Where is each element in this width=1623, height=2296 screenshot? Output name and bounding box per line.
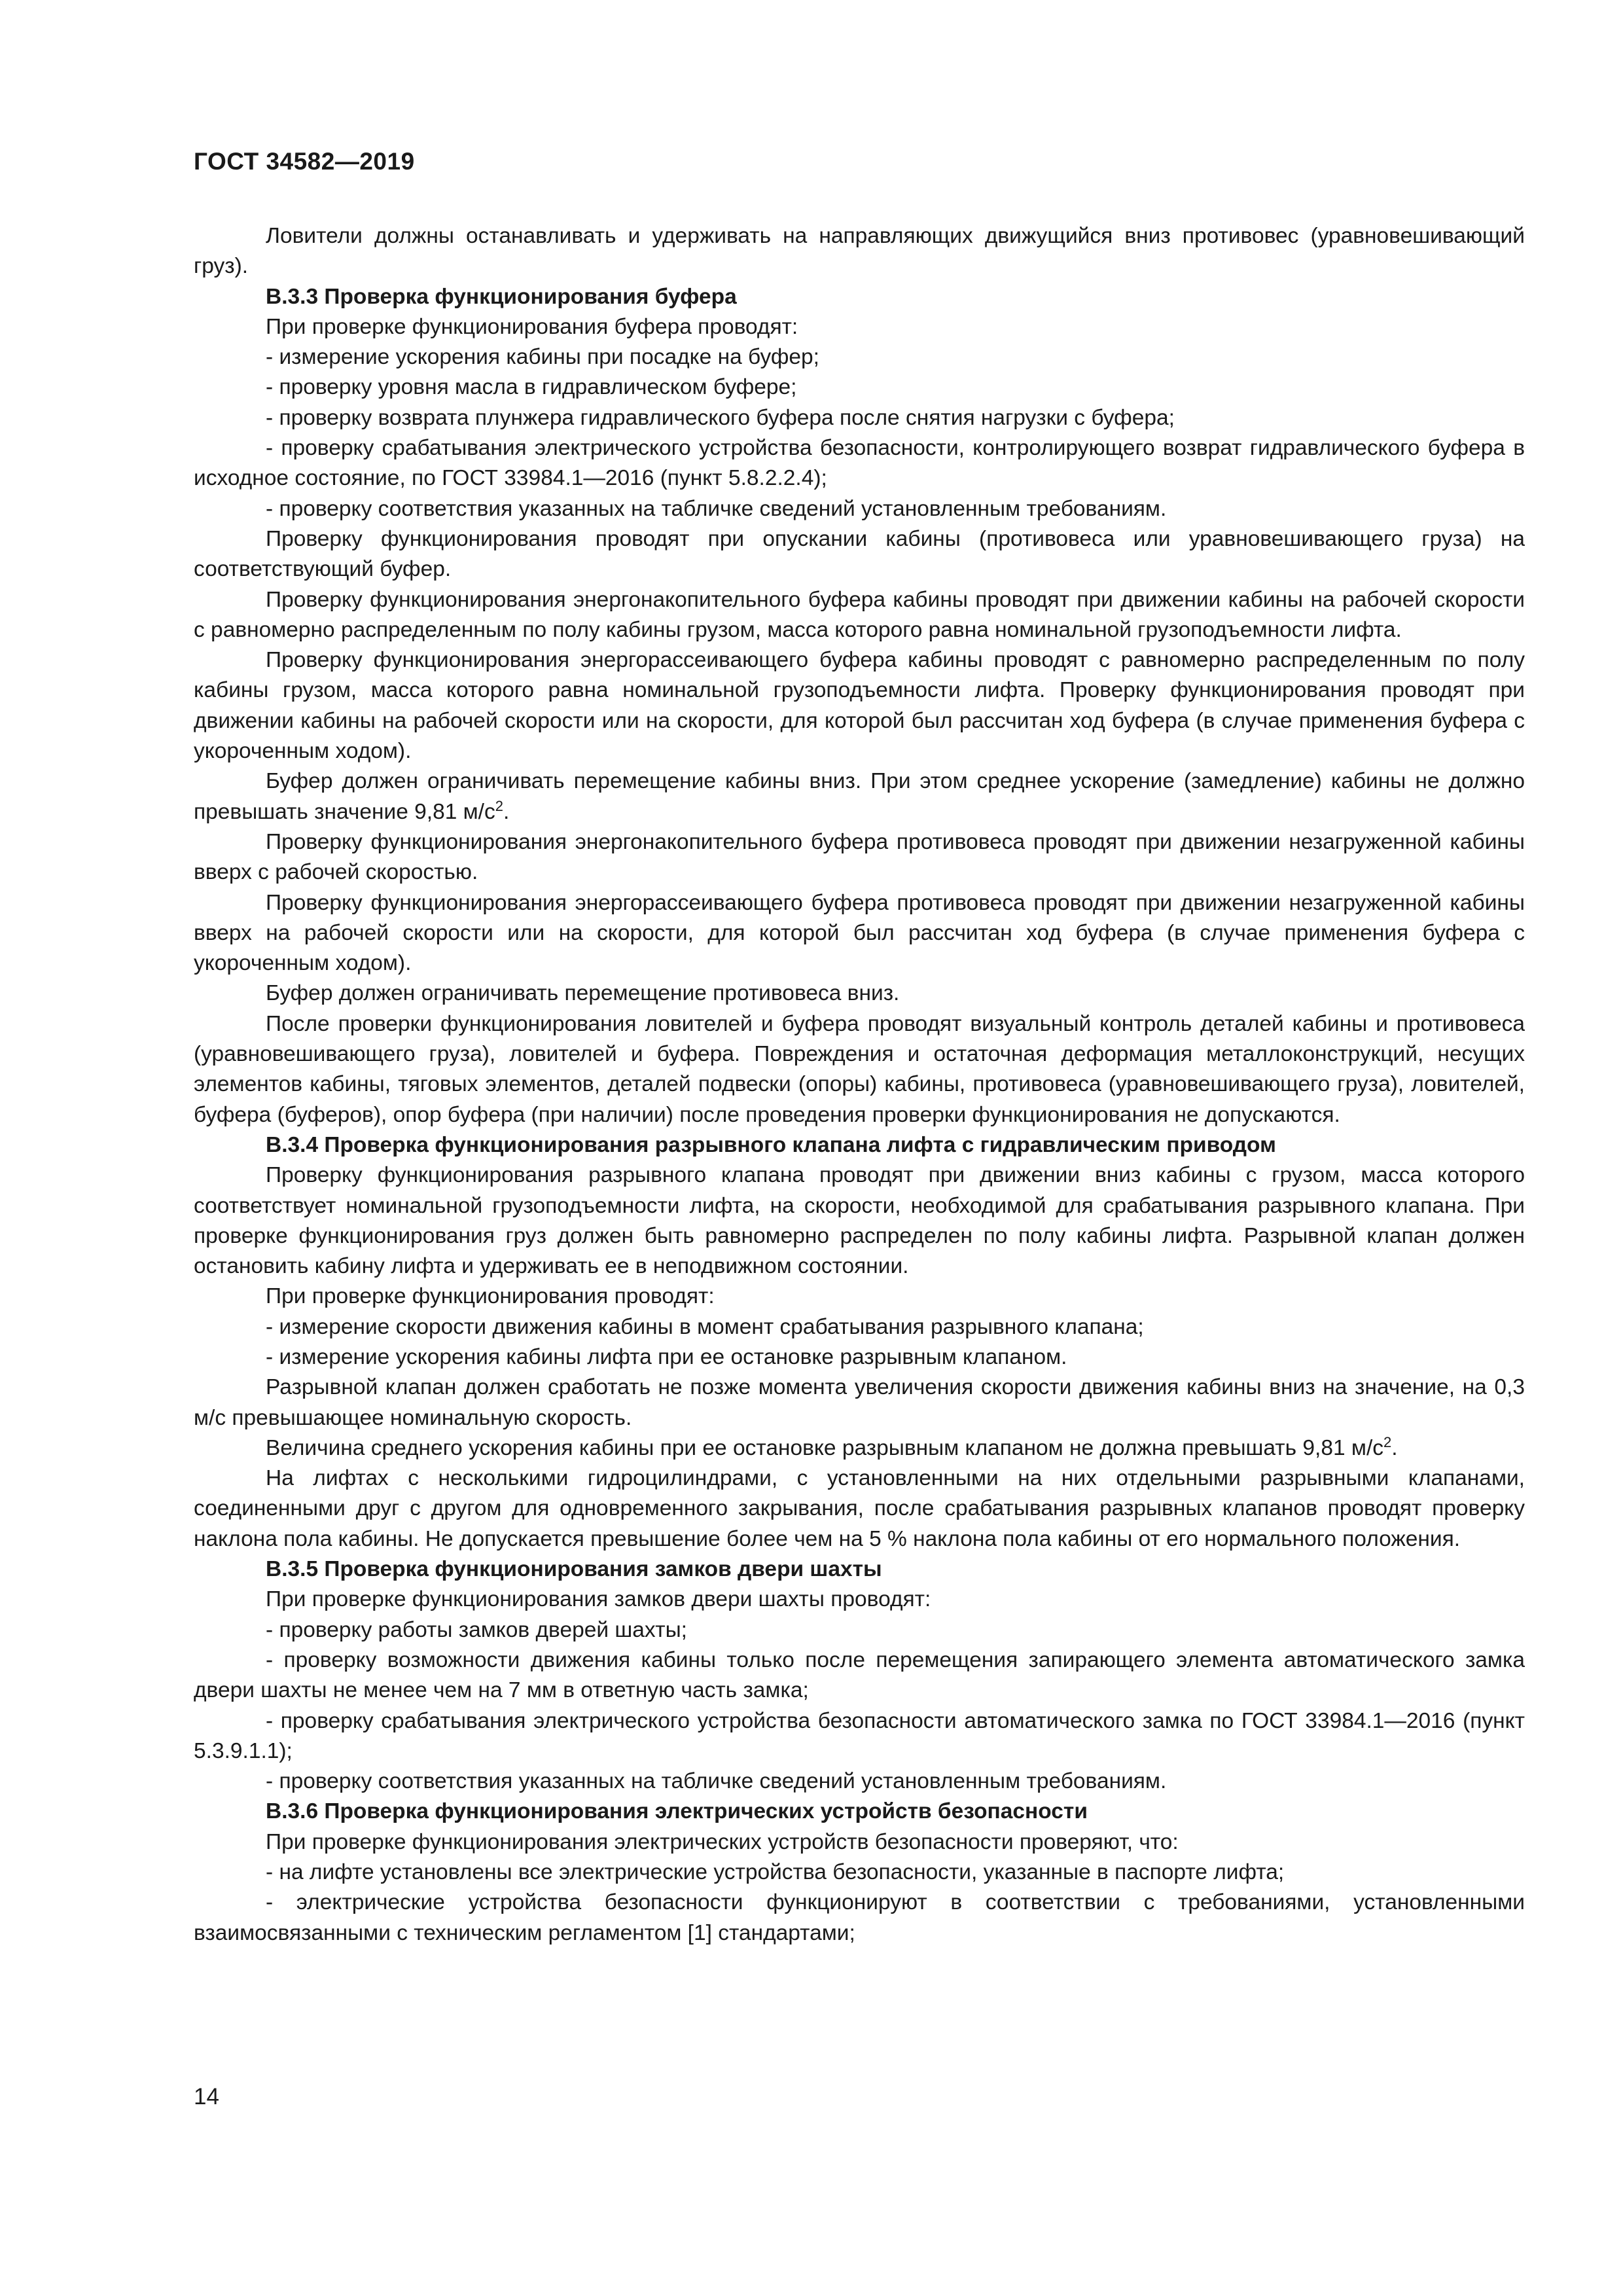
paragraph: Проверку функционирования разрывного клапана проводят при движении вниз кабины с грузом, масса которого соответствует номинальной грузоподъемности лифта, на скорости, необходимой для срабатывания разрывного клапана. При проверке функционирования груз должен быть равномерно распределен по полу кабины лифта. Разрывной клапан должен остановить кабину лифта и удерживать ее в неподвижном состоянии. xyxy=(194,1163,1525,1279)
paragraph: На лифтах с несколькими гидроцилиндрами, с установленными на них отдельными разрывными клапанами, соединенными друг с другом для одновременного закрывания, после срабатывания разрывных клапанов проводят проверку наклона пола кабины. Не допускается превышение более чем на 5 % наклона пола кабины от его нормального положения. xyxy=(194,1466,1525,1551)
paragraph: Проверку функционирования энергонакопительного буфера противовеса проводят при движении незагруженной кабины вверх с рабочей скоростью. xyxy=(194,829,1525,885)
section-heading-b34: В.3.4 Проверка функционирования разрывного клапана лифта с гидравлическим приводом xyxy=(266,1132,1276,1157)
list-item: - проверку срабатывания электрического устройства безопасности, контролирующего возврат гидравлического буфера в исходное состояние, по ГОСТ 33984.1—2016 (пункт 5.8.2.2.4); xyxy=(194,436,1525,491)
list-item: - проверку соответствия указанных на табличке сведений установленным требованиям. xyxy=(266,496,1167,521)
paragraph: После проверки функционирования ловителей и буфера проводят визуальный контроль деталей кабины и противовеса (уравновешивающего груза), ловителей и буфера. Повреждения и остаточная деформация металлоконструкций, несущих элементов кабины, тяговых элементов, деталей подвески (опоры) кабины, противовеса (уравновешивающего груза), ловителей, буфера (буферов), опор буфера (при наличии) после проведения проверки функционирования не допускаются. xyxy=(194,1011,1525,1127)
paragraph: При проверке функционирования замков двери шахты проводят: xyxy=(266,1587,931,1612)
section-heading-b36: В.3.6 Проверка функционирования электрических устройств безопасности xyxy=(266,1799,1088,1824)
page-number: 14 xyxy=(194,2084,219,2109)
paragraph: Проверку функционирования проводят при опускании кабины (противовеса или уравновешивающего груза) на соответствующий буфер. xyxy=(194,526,1525,582)
list-item: - проверку уровня масла в гидравлическом буфере; xyxy=(266,375,797,400)
list-item: - на лифте установлены все электрические устройства безопасности, указанные в паспорте лифта; xyxy=(266,1860,1285,1885)
paragraph: Ловители должны останавливать и удерживать на направляющих движущийся вниз противовес (уравновешивающий груз). xyxy=(194,224,1525,279)
paragraph: Буфер должен ограничивать перемещение противовеса вниз. xyxy=(266,981,900,1006)
list-item: - измерение ускорения кабины лифта при ее остановке разрывным клапаном. xyxy=(266,1344,1067,1369)
document-body xyxy=(194,221,1525,1948)
list-item: - электрические устройства безопасности функционируют в соответствии с требованиями, установленными взаимосвязанными с техническим регламентом [1] стандартами; xyxy=(194,1890,1525,1945)
paragraph: При проверке функционирования электрических устройств безопасности проверяют, что: xyxy=(266,1829,1179,1854)
paragraph: При проверке функционирования проводят: xyxy=(266,1284,715,1309)
section-heading-b33: В.3.3 Проверка функционирования буфера xyxy=(266,284,737,309)
paragraph: Проверку функционирования энергорассеивающего буфера противовеса проводят при движении незагруженной кабины вверх на рабочей скорости или на скорости, для которой был рассчитан ход буфера (в случае применения буфера с укороченным ходом). xyxy=(194,890,1525,976)
list-item: - проверку соответствия указанных на табличке сведений установленным требованиям. xyxy=(266,1769,1167,1794)
paragraph: Проверку функционирования энергонакопительного буфера кабины проводят при движении кабины на рабочей скорости с равномерно распределенным по полу кабины грузом, масса которого равна номинальной грузоподъемности лифта. xyxy=(194,587,1525,642)
paragraph-text: Величина среднего ускорения кабины при ее остановке разрывным клапаном не должна превышать 9,81 м/с xyxy=(266,1435,1384,1460)
list-item: - измерение ускорения кабины при посадке на буфер; xyxy=(266,345,819,370)
list-item: - измерение скорости движения кабины в момент срабатывания разрывного клапана; xyxy=(266,1314,1144,1339)
paragraph-text: Буфер должен ограничивать перемещение кабины вниз. При этом среднее ускорение (замедление) кабины не должно превышать значение 9,81 м/с xyxy=(194,769,1525,824)
superscript: 2 xyxy=(495,797,503,814)
paragraph xyxy=(194,1433,1525,1463)
paragraph: При проверке функционирования буфера проводят: xyxy=(266,314,798,339)
list-item: - проверку возможности движения кабины только после перемещения запирающего элемента автоматического замка двери шахты не менее чем на 7 мм в ответную часть замка; xyxy=(194,1647,1525,1703)
paragraph: Проверку функционирования энергорассеивающего буфера кабины проводят с равномерно распределенным по полу кабины грузом, масса которого равна номинальной грузоподъемности лифта. Проверку функционирования проводят при движении кабины на рабочей скорости или на скорости, для которой был рассчитан ход буфера (в случае применения буфера с укороченным ходом). xyxy=(194,648,1525,764)
paragraph: Разрывной клапан должен сработать не позже момента увеличения скорости движения кабины вниз на значение, на 0,3 м/с превышающее номинальную скорость. xyxy=(194,1375,1525,1430)
section-heading-b35: В.3.5 Проверка функционирования замков двери шахты xyxy=(266,1557,882,1582)
superscript: 2 xyxy=(1383,1433,1392,1450)
paragraph xyxy=(194,766,1525,827)
list-item: - проверку работы замков дверей шахты; xyxy=(266,1617,687,1642)
paragraph-end: . xyxy=(503,799,510,824)
list-item: - проверку срабатывания электрического устройства безопасности автоматического замка по ГОСТ 33984.1—2016 (пункт 5.3.9.1.1); xyxy=(194,1708,1525,1763)
list-item: - проверку возврата плунжера гидравлического буфера после снятия нагрузки с буфера; xyxy=(266,405,1175,430)
document-header-title: ГОСТ 34582—2019 xyxy=(194,148,415,175)
paragraph-end: . xyxy=(1391,1435,1398,1460)
